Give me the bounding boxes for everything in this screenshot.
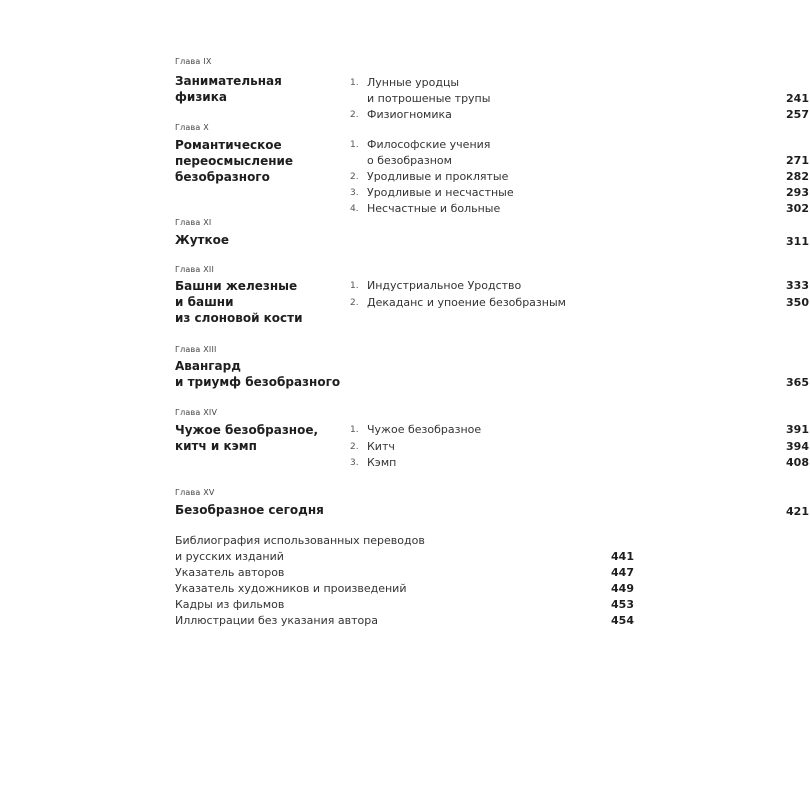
page-number: 391	[786, 423, 809, 436]
page-number: 421	[786, 505, 809, 518]
entry-title: Несчастные и больные	[367, 202, 501, 215]
backmatter-item: Кадры из фильмов	[175, 598, 285, 611]
chapter-14	[175, 408, 809, 469]
chapter-title-line: Жуткое	[175, 233, 229, 247]
page-number: 365	[786, 376, 809, 389]
backmatter-item: Указатель авторов	[175, 566, 285, 579]
chapter-9	[175, 57, 809, 121]
backmatter-item: Иллюстрации без указания автора	[175, 614, 378, 627]
entry-number: 1.	[350, 425, 359, 435]
chapter-title-line: безобразного	[175, 170, 270, 184]
page-number: 350	[786, 296, 809, 309]
chapter-title-line: переосмысление	[175, 154, 294, 168]
entry-title: Уродливые и проклятые	[367, 170, 509, 183]
chapter-11	[175, 218, 809, 248]
entry-title: Декаданс и упоение безобразным	[367, 296, 566, 309]
entry-title: Чужое безобразное	[367, 423, 482, 436]
chapter-title-line: Чужое безобразное,	[175, 423, 319, 437]
chapter-label: Глава X	[175, 123, 209, 132]
page-number: 241	[786, 92, 809, 105]
page-number: 447	[611, 566, 634, 579]
entry-number: 1.	[350, 78, 359, 88]
entry-number: 2.	[350, 298, 359, 308]
entry-number: 2.	[350, 172, 359, 182]
chapter-label: Глава XV	[175, 488, 215, 497]
page-number: 394	[786, 440, 809, 453]
entry-title: Китч	[367, 440, 395, 453]
entry-number: 2.	[350, 110, 359, 120]
chapter-title-line: Башни железные	[175, 279, 298, 293]
backmatter-item: Библиография использованных переводов	[175, 534, 425, 547]
chapter-10	[175, 123, 809, 215]
chapter-title-line: китч и кэмп	[175, 439, 257, 453]
entry-title: Кэмп	[367, 456, 397, 469]
entry-title: Уродливые и несчастные	[367, 186, 514, 199]
page-number: 454	[611, 614, 634, 627]
backmatter-item-continued: и русских изданий	[175, 550, 284, 563]
entry-number: 3.	[350, 188, 359, 198]
chapter-15	[175, 488, 809, 518]
page-number: 449	[611, 582, 634, 595]
entry-number: 3.	[350, 458, 359, 468]
chapter-title-line: Авангард	[175, 359, 241, 373]
chapter-title-line: Романтическое	[175, 138, 282, 152]
chapter-label: Глава XII	[175, 265, 215, 274]
page-number: 441	[611, 550, 634, 563]
chapter-label: Глава XIV	[175, 408, 218, 417]
chapter-title	[175, 137, 345, 185]
page-number: 333	[786, 279, 809, 292]
chapter-title-line: физика	[175, 90, 227, 104]
entry-number: 2.	[350, 442, 359, 452]
chapter-12	[175, 265, 809, 325]
entry-title: Философские учения	[367, 138, 491, 151]
chapter-title	[175, 422, 345, 454]
chapter-title-line: из слоновой кости	[175, 311, 303, 325]
chapter-title-line: Занимательная	[175, 74, 282, 88]
page-number: 453	[611, 598, 634, 611]
page-number: 302	[786, 202, 809, 215]
chapter-title-line: и башни	[175, 295, 234, 309]
chapter-title	[175, 232, 345, 248]
entry-title: Лунные уродцы	[367, 76, 460, 89]
page-number: 282	[786, 170, 809, 183]
page-number: 257	[786, 108, 809, 121]
entry-title: о безобразном	[367, 154, 452, 167]
chapter-label: Глава IX	[175, 57, 212, 66]
page-number: 293	[786, 186, 809, 199]
page-number: 271	[786, 154, 809, 167]
chapter-title-line: Безобразное сегодня	[175, 503, 324, 517]
chapter-title	[175, 278, 345, 326]
entry-number: 1.	[350, 140, 359, 150]
entry-title: Индустриальное Уродство	[367, 279, 522, 292]
page-number: 408	[786, 456, 809, 469]
entry-title: Физиогномика	[367, 108, 452, 121]
chapter-title-line: и триумф безобразного	[175, 375, 341, 389]
chapter-13	[175, 345, 809, 389]
chapter-title	[175, 358, 345, 390]
chapter-label: Глава XIII	[175, 345, 217, 354]
chapter-title	[175, 502, 345, 518]
entry-number: 4.	[350, 204, 359, 214]
entry-title: и потрошеные трупы	[367, 92, 491, 105]
backmatter-item: Указатель художников и произведений	[175, 582, 407, 595]
page-number: 311	[786, 235, 809, 248]
entry-number: 1.	[350, 281, 359, 291]
chapter-title	[175, 73, 345, 105]
chapter-label: Глава XI	[175, 218, 212, 227]
